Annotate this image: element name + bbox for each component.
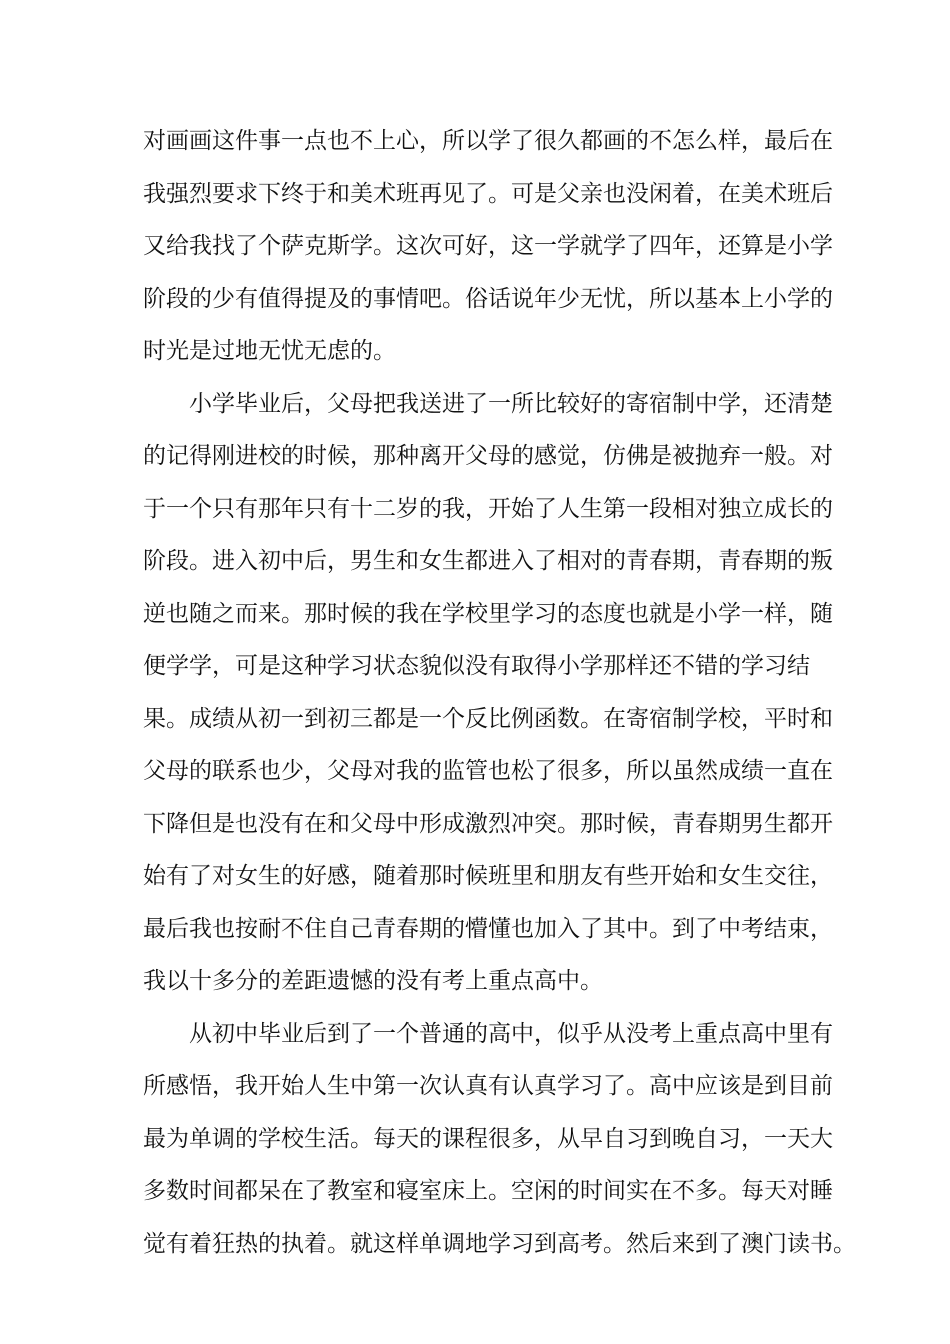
text-line: 于一个只有那年只有十二岁的我，开始了人生第一段相对独立成长的 — [143, 495, 833, 522]
body-text — [143, 115, 856, 1270]
text-line: 逆也随之而来。那时候的我在学校里学习的态度也就是小学一样，随 — [143, 600, 833, 627]
text-line: 所感悟，我开始人生中第一次认真有认真学习了。高中应该是到目前 — [143, 1073, 833, 1099]
paragraph — [143, 115, 833, 378]
text-line: 下降但是也没有在和父母中形成激烈冲突。那时候，青春期男生都开 — [143, 810, 833, 837]
text-line: 从初中毕业后到了一个普通的高中，似乎从没考上重点高中里有 — [189, 1020, 833, 1047]
text-line: 的记得刚进校的时候，那种离开父母的感觉，仿佛是被抛弃一般。对 — [143, 443, 833, 469]
text-line: 我强烈要求下终于和美术班再见了。可是父亲也没闲着，在美术班后 — [143, 180, 833, 207]
text-line: 小学毕业后，父母把我送进了一所比较好的寄宿制中学，还清楚 — [189, 390, 833, 417]
text-line: 觉有着狂热的执着。就这样单调地学习到高考。然后来到了澳门读书。 — [143, 1230, 856, 1257]
text-line: 最为单调的学校生活。每天的课程很多，从早自习到晚自习，一天大 — [143, 1125, 833, 1152]
text-line: 阶段。进入初中后，男生和女生都进入了相对的青春期，青春期的叛 — [143, 548, 833, 574]
paragraph — [143, 1008, 856, 1271]
paragraph — [143, 378, 833, 1008]
text-line: 始有了对女生的好感，随着那时候班里和朋友有些开始和女生交往， — [143, 863, 833, 889]
text-line: 时光是过地无忧无虑的。 — [143, 338, 396, 364]
text-line: 又给我找了个萨克斯学。这次可好，这一学就学了四年，还算是小学 — [143, 233, 833, 259]
text-line: 父母的联系也少，父母对我的监管也松了很多，所以虽然成绩一直在 — [143, 758, 833, 784]
text-line: 多数时间都呆在了教室和寝室床上。空闲的时间实在不多。每天对睡 — [143, 1178, 833, 1204]
text-line: 便学学，可是这种学习状态貌似没有取得小学那样还不错的学习结 — [143, 653, 810, 679]
text-line: 我以十多分的差距遗憾的没有考上重点高中。 — [143, 968, 603, 994]
text-line: 最后我也按耐不住自己青春期的懵懂也加入了其中。到了中考结束， — [143, 915, 833, 942]
text-line: 对画画这件事一点也不上心，所以学了很久都画的不怎么样，最后在 — [143, 128, 833, 154]
text-line: 阶段的少有值得提及的事情吧。俗话说年少无忧，所以基本上小学的 — [143, 285, 833, 312]
text-line: 果。成绩从初一到初三都是一个反比例函数。在寄宿制学校，平时和 — [143, 705, 833, 732]
